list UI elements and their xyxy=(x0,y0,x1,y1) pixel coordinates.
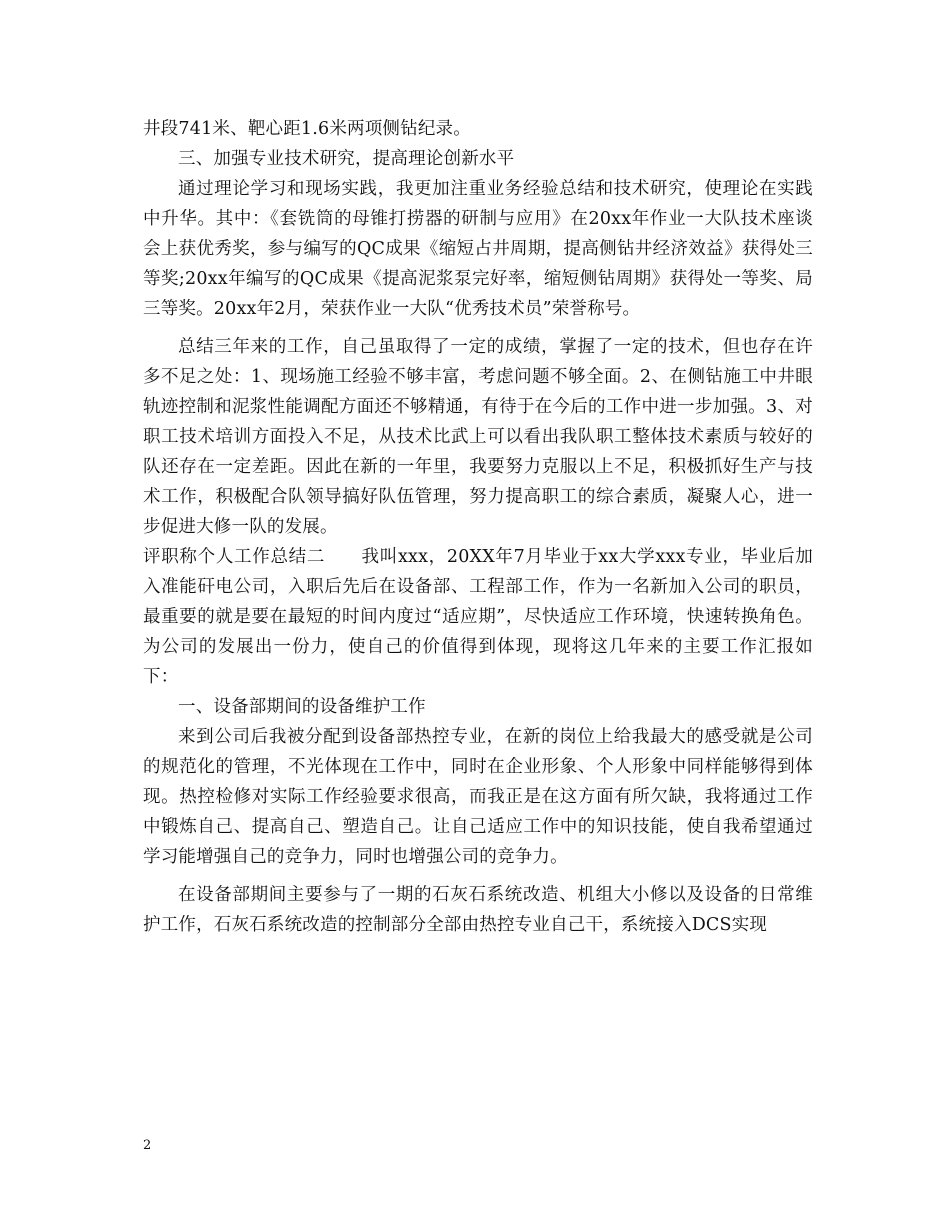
section-heading-3: 三、加强专业技术研究，提高理论创新水平 xyxy=(178,149,515,169)
paragraph-1: 井段741米、靶心距1.6米两项侧钻纪录。 xyxy=(143,119,471,139)
paragraph-3: 通过理论学习和现场实践，我更加注重业务经验总结和技术研究，使理论在实践中升华。其中：《套铣筒的母锥打捞器的研制与应用》在20xx年作业一大队技术座谈会上获优秀奖，参与编写的QC成果《缩短占井周期，提高侧钻井经济效益》获得处三等奖;20xx年编写的QC成果《提高泥浆泵完好率，缩短侧钻周期》获得处一等奖、局三等奖。20xx年2月，荣获作业一大队“优秀技术员”荣誉称号。 xyxy=(143,179,813,319)
paragraph-7: 来到公司后我被分配到设备部热控专业，在新的岗位上给我最大的感受就是公司的规范化的管理，不光体现在工作中，同时在企业形象、个人形象中同样能够得到体现。热控检修对实际工作经验要求很高，而我正是在这方面有所欠缺，我将通过工作中锻炼自己、提高自己、塑造自己。让自己适应工作中的知识技能，使自我希望通过学习能增强自己的竞争力，同时也增强公司的竞争力。 xyxy=(143,727,813,867)
page-number: 2 xyxy=(143,1138,152,1153)
document-body xyxy=(143,114,813,940)
paragraph-4: 总结三年来的工作，自己虽取得了一定的成绩，掌握了一定的技术，但也存在许多不足之处：1、现场施工经验不够丰富，考虑问题不够全面。2、在侧钻施工中井眼轨迹控制和泥浆性能调配方面还不够精通，有待于在今后的工作中进一步加强。3、对职工技术培训方面投入不足，从技术比武上可以看出我队职工整体技术素质与较好的队还存在一定差距。因此在新的一年里，我要努力克服以上不足，积极抓好生产与技术工作，积极配合队领导搞好队伍管理，努力提高职工的综合素质，凝聚人心，进一步促进大修一队的发展。 xyxy=(143,337,813,537)
section-heading-1: 一、设备部期间的设备维护工作 xyxy=(178,697,426,717)
paragraph-5: 评职称个人工作总结二 我叫xxx，20XX年7月毕业于xx大学xxx专业，毕业后加入准能矸电公司，入职后先后在设备部、工程部工作，作为一名新加入公司的职员，最重要的就是要在最短的时间内度过“适应期”，尽快适应工作环境，快速转换角色。为公司的发展出一份力，使自己的价值得到体现，现将这几年来的主要工作汇报如下： xyxy=(143,547,813,687)
paragraph-8: 在设备部期间主要参与了一期的石灰石系统改造、机组大小修以及设备的日常维护工作，石灰石系统改造的控制部分全部由热控专业自己干，系统接入DCS实现 xyxy=(143,885,813,935)
